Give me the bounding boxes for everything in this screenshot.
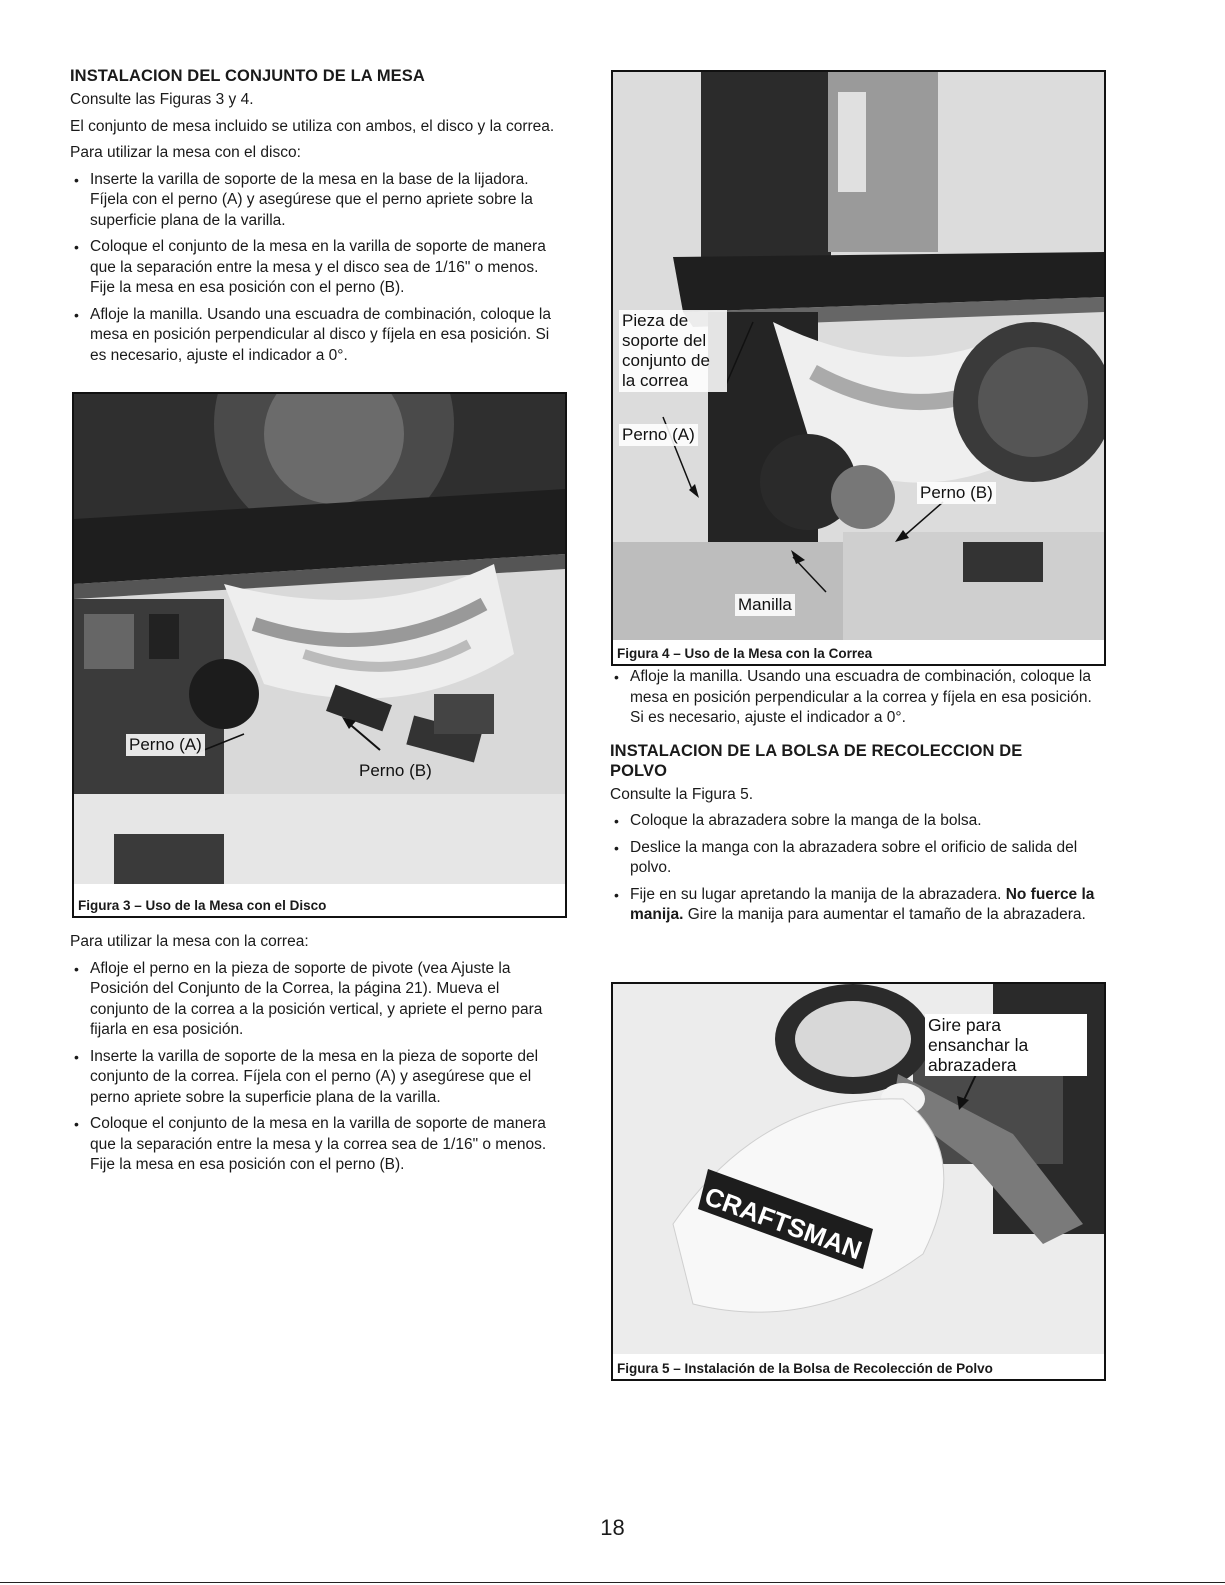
bottom-rule [0, 1582, 1225, 1583]
section-heading-table: INSTALACION DEL CONJUNTO DE LA MESA [70, 67, 425, 85]
belt-bullet-list [70, 959, 560, 1176]
list-item: • Afloje el perno en la pieza de soporte de pivote (vea Ajuste la Posición del Conjunto de la Correa, la página 21). Mueva el conjunto de la correa a la posición vertical, y apriete el perno para fijarla en esa posición. [70, 959, 560, 1041]
figure-4-caption: Figura 4 – Uso de la Mesa con la Correa [617, 646, 873, 661]
list-item: • Inserte la varilla de soporte de la mesa en la pieza de soporte del conjunto de la correa. Fíjela con el perno (A) y asegúrese que el perno apriete sobre la superficie plana de la varilla. [70, 1047, 560, 1109]
figure-5-caption: Figura 5 – Instalación de la Bolsa de Recolección de Polvo [617, 1361, 993, 1376]
figure-3 [72, 392, 567, 918]
list-item: • Deslice la manga con la abrazadera sobre el orificio de salida del polvo. [610, 838, 1105, 879]
figure-reference: Consulte la Figura 5. [610, 785, 754, 803]
list-item: • Inserte la varilla de soporte de la mesa en la base de la lijadora. Fíjela con el perno (A) y asegúrese que el perno apriete sobre la superficie plana de la varilla. [70, 170, 560, 232]
clamp-instruction-2: Gire la manija para aumentar el tamaño de la abrazadera. [687, 906, 1086, 923]
fig3-label-bolt-a: Perno (A) [126, 734, 205, 756]
left-column-bottom [70, 932, 560, 1182]
fig4-label-bolt-a: Perno (A) [619, 424, 698, 446]
figure-3-photo [74, 394, 565, 884]
clamp-instruction: Fije en su lugar apretando la manija de la abrazadera. [630, 885, 1002, 903]
belt-lead: Para utilizar la mesa con la correa: [70, 933, 309, 950]
right-column-text [610, 667, 1105, 932]
figure-reference: Consulte las Figuras 3 y 4. [70, 91, 254, 108]
list-item [610, 885, 1105, 926]
figure-3-caption: Figura 3 – Uso de la Mesa con el Disco [78, 898, 327, 913]
list-item: • Afloje la manilla. Usando una escuadra de combinación, coloque la mesa en posición perpendicular al disco y fíjela en esa posición. Si es necesario, ajuste el indicador a 0°. [70, 305, 560, 367]
fig3-label-bolt-b: Perno (B) [359, 761, 432, 780]
fig5-label-widen-clamp: Gire para ensanchar la abrazadera [925, 1014, 1087, 1076]
intro-paragraph: El conjunto de mesa incluido se utiliza con ambos, el disco y la correa. [70, 117, 555, 135]
fig4-label-belt-support: Pieza de soporte del conjunto de la correa [619, 310, 727, 392]
belt-final-bullet [610, 667, 1105, 729]
list-item: • Coloque la abrazadera sobre la manga de la bolsa. [610, 811, 1105, 832]
figure-4 [611, 70, 1106, 666]
fig4-label-handle: Manilla [735, 594, 795, 616]
figure-5 [611, 982, 1106, 1381]
list-item: • Coloque el conjunto de la mesa en la varilla de soporte de manera que la separación entre la mesa y la correa sea de 1/16" o menos. Fije la mesa en esa posición con el perno (B). [70, 1114, 560, 1176]
list-item: • Coloque el conjunto de la mesa en la varilla de soporte de manera que la separación entre la mesa y el disco sea de 1/16" o menos. Fije la mesa en esa posición con el perno (B). [70, 237, 560, 299]
dust-bag-bullet-list [610, 811, 1105, 926]
warning-text: No fuerce la manija. [630, 885, 1095, 923]
disc-lead: Para utilizar la mesa con el disco: [70, 144, 301, 161]
bag-brand-text: CRAFTSMAN [700, 1180, 866, 1266]
fig4-label-bolt-b: Perno (B) [917, 482, 996, 504]
disc-bullet-list [70, 170, 560, 367]
section-heading-dust-bag: INSTALACION DE LA BOLSA DE RECOLECCION DE POLVO [610, 741, 1023, 780]
left-column-top [70, 66, 560, 372]
list-item: • Afloje la manilla. Usando una escuadra de combinación, coloque la mesa en posición perpendicular a la correa y fíjela en esa posición. Si es necesario, ajuste el indicador a 0°. [610, 667, 1105, 729]
page-number: 18 [600, 1515, 625, 1540]
